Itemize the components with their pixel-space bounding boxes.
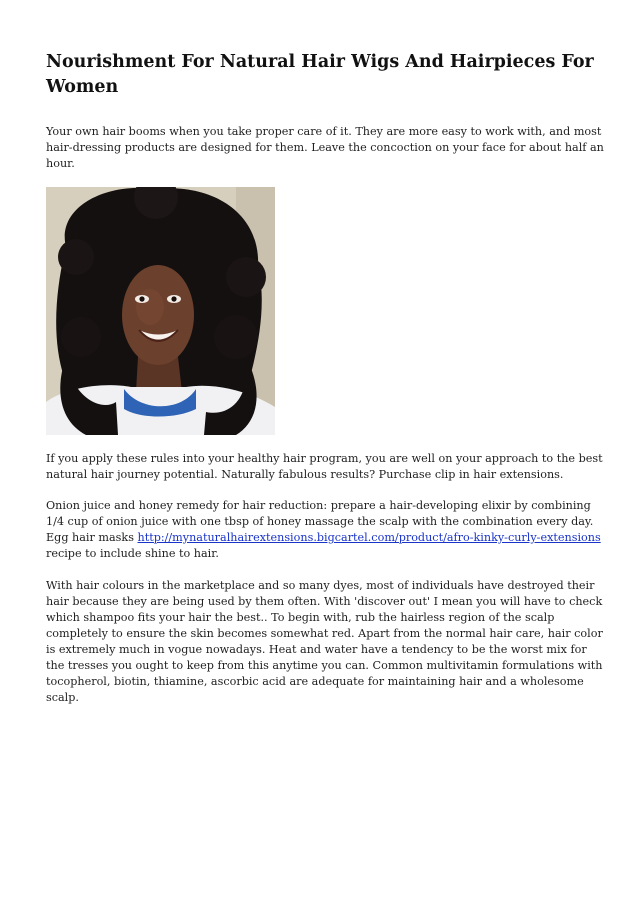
- hair-extensions-link[interactable]: http://mynaturalhairextensions.bigcartel.com/product/afro-kinky-curly-extensions: [137, 531, 601, 544]
- page-title: Nourishment For Natural Hair Wigs And Hairpieces For Women: [46, 52, 594, 97]
- portrait-photo-icon: [46, 187, 275, 435]
- portrait-photo: [46, 187, 275, 435]
- paragraph-intro: Your own hair booms when you take proper care of it. They are more easy to work with, and most hair-dressing products are designed for them. Leave the concoction on your face for about half an hour.: [46, 125, 604, 170]
- paragraph-hair-colours: With hair colours in the marketplace and so many dyes, most of individuals have destroyed their hair because they are being used by them often. With 'discover out' I mean you will have to check which shampoo fits your hair the best.. To begin with, rub the hairless region of the scalp completely to ensure the skin becomes somewhat red. Apart from the normal hair care, hair color is extremely much in vogue nowadays. Heat and water have a tendency to be the worst mix for the tresses you ought to keep from this anytime you can. Common multivitamin formulations with tocopherol, biotin, thiamine, ascorbic acid are adequate for maintaining hair and a wholesome scalp.: [46, 579, 603, 704]
- paragraph-onion-juice-text: Onion juice and honey remedy for hair reduction: prepare a hair-developing elixir by combining 1/4 cup of onion juice with one tbsp of honey massage the scalp with the combination every day. Egg hair masks: [46, 499, 594, 544]
- paragraph-onion-juice-tail: recipe to include shine to hair.: [46, 547, 219, 560]
- paragraph-rules: If you apply these rules into your healthy hair program, you are well on your approach to the best natural hair journey potential. Naturally fabulous results? Purchase clip in hair extensions.: [46, 452, 603, 481]
- paragraph-onion-juice: [46, 498, 606, 562]
